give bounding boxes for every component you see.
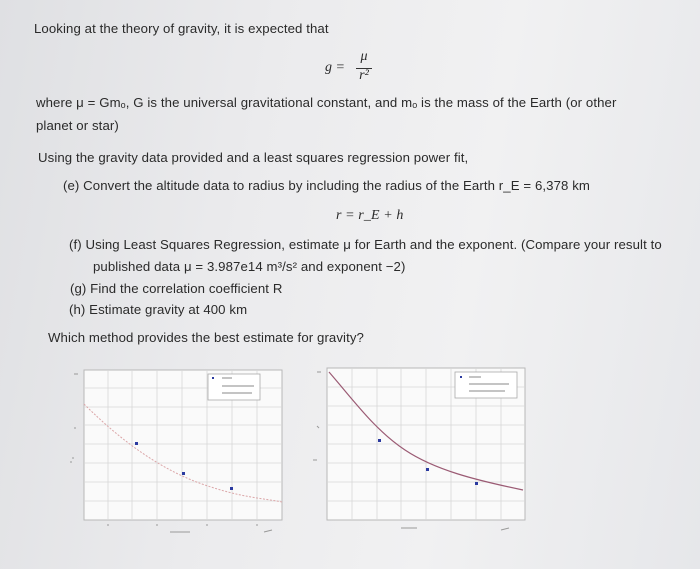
left-x-ticks	[108, 524, 272, 532]
radius-formula: r = r_E + h	[336, 208, 404, 223]
question-text: Which method provides the best estimate for gravity?	[48, 330, 364, 345]
left-chart-legend	[208, 374, 260, 400]
right-data-point	[378, 439, 381, 442]
part-f-text-line2: published data μ = 3.987e14 m³/s² and exponent −2)	[93, 259, 406, 274]
where-text-line1: where μ = Gmₒ, G is the universal gravitational constant, and mₒ is the mass of the Earth (or other	[36, 95, 617, 110]
right-data-point	[475, 482, 478, 485]
right-x-ticks	[401, 528, 509, 530]
left-data-point	[135, 442, 138, 445]
right-chart	[305, 362, 535, 540]
where-text-line2: planet or star)	[36, 118, 119, 133]
part-h-text: (h) Estimate gravity at 400 km	[69, 302, 248, 317]
left-data-point	[230, 487, 233, 490]
formula-numerator: μ	[360, 49, 368, 64]
left-y-ticks	[70, 374, 78, 462]
right-chart-legend	[455, 372, 517, 398]
instruction-text: Using the gravity data provided and a least squares regression power fit,	[38, 150, 469, 165]
intro-text: Looking at the theory of gravity, it is expected that	[34, 21, 329, 36]
formula-denominator: r²	[359, 68, 369, 83]
part-g-text: (g) Find the correlation coefficient R	[70, 281, 283, 296]
left-chart	[62, 362, 298, 540]
right-y-ticks	[313, 372, 321, 460]
left-data-point	[182, 472, 185, 475]
right-data-point	[426, 468, 429, 471]
part-e-text: (e) Convert the altitude data to radius by including the radius of the Earth r_E = 6,378 km	[63, 178, 591, 193]
formula-lhs: g =	[325, 60, 345, 75]
part-f-text-line1: (f) Using Least Squares Regression, estimate μ for Earth and the exponent. (Compare your result to	[69, 237, 662, 252]
